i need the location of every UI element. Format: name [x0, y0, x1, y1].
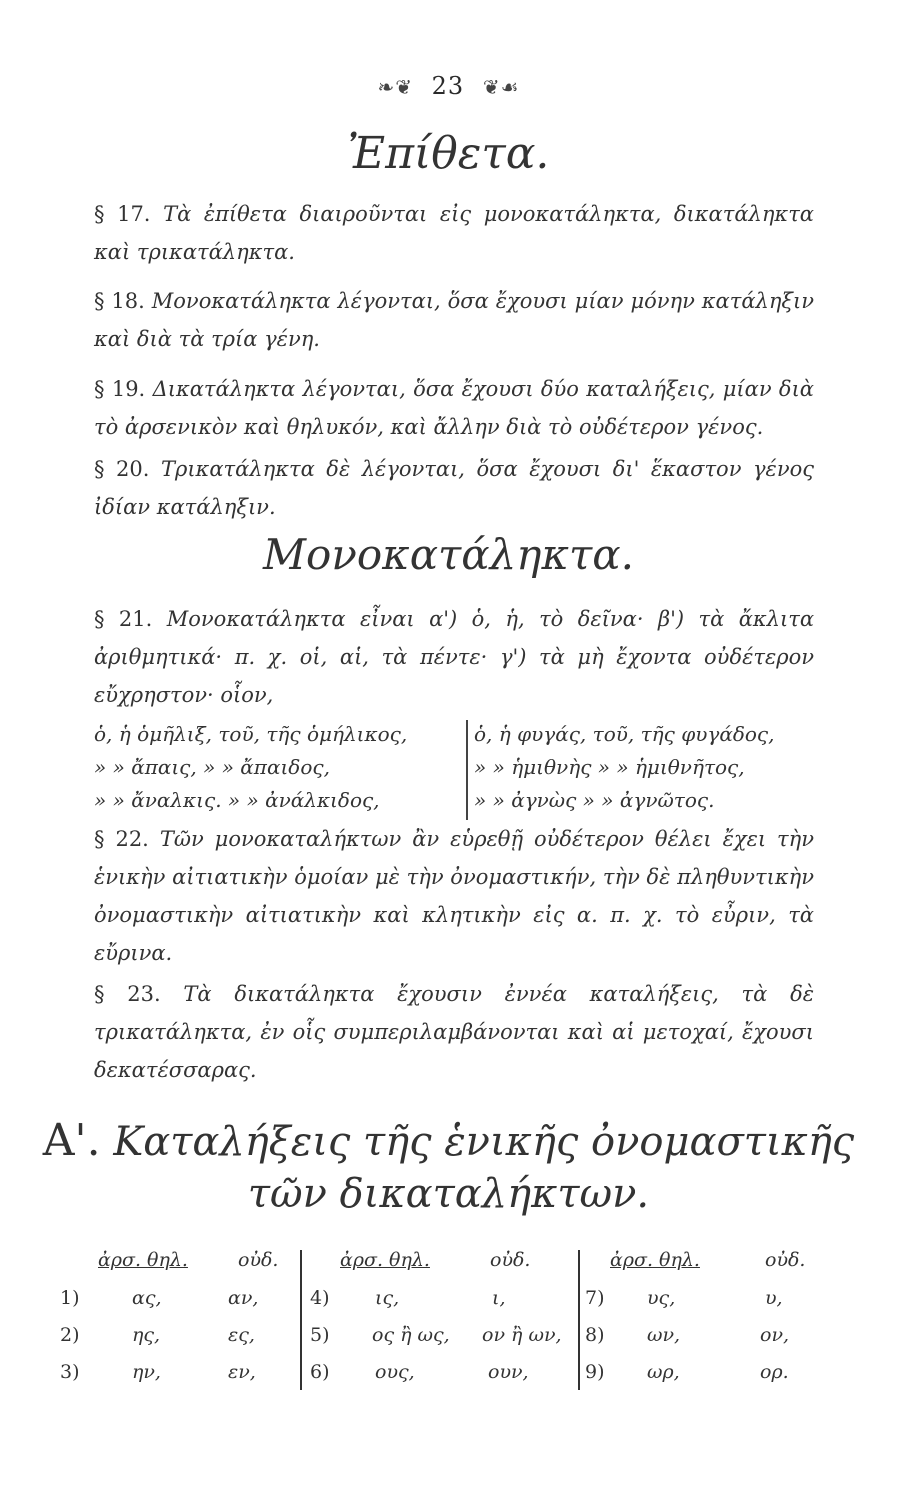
- paragraph-17: [94, 195, 814, 271]
- section-title-endings: [0, 1115, 897, 1220]
- row-number: 4): [310, 1287, 330, 1309]
- section-number: § 23.: [94, 982, 161, 1006]
- endings-row: [310, 1354, 575, 1391]
- endings-group-3: [585, 1240, 840, 1391]
- paragraph-19: [94, 370, 814, 446]
- header-masc-fem: ἀρσ. θηλ.: [340, 1249, 430, 1271]
- ending-mf: ις,: [375, 1287, 400, 1309]
- row-number: 9): [585, 1361, 605, 1383]
- column-divider: [300, 1250, 302, 1390]
- endings-header: [310, 1240, 575, 1280]
- page-number: 23: [431, 72, 465, 100]
- ending-n: αν,: [228, 1287, 259, 1309]
- section-number: § 17.: [94, 202, 151, 226]
- paradigm-row: » » ἡμιθνὴς » » ἡμιθνῆτος,: [474, 755, 745, 779]
- ornament-left-icon: ❧❦: [377, 75, 413, 99]
- section-number: § 18.: [94, 289, 145, 313]
- endings-row: [585, 1280, 840, 1317]
- ending-n: υ,: [765, 1287, 783, 1309]
- paragraph-text: Τρικατάληκτα δὲ λέγονται, ὅσα ἔχουσι δι' ἕκαστον γένος ἰδίαν κατάληξιν.: [94, 457, 814, 519]
- paradigm-column-right: [474, 718, 814, 817]
- paragraph-23: [94, 975, 814, 1089]
- endings-row: [310, 1317, 575, 1354]
- section-title-line-1: [0, 1115, 897, 1168]
- section-title-monocatal: Μονοκατάληκτα.: [263, 530, 634, 579]
- endings-row: [585, 1317, 840, 1354]
- ending-n: εν,: [228, 1361, 256, 1383]
- row-number: 5): [310, 1324, 330, 1346]
- ending-mf: ωρ,: [647, 1361, 680, 1383]
- page-header: [0, 72, 897, 100]
- ending-n: ον ἢ ων,: [482, 1324, 562, 1346]
- header-neuter: οὐδ.: [765, 1249, 806, 1271]
- paragraph-21: [94, 600, 814, 714]
- ending-mf: ην,: [132, 1361, 161, 1383]
- section-number: § 20.: [94, 457, 150, 481]
- section-number: § 21.: [94, 607, 153, 631]
- ending-mf: ων,: [647, 1324, 681, 1346]
- ending-mf: ης,: [132, 1324, 161, 1346]
- paradigm-row: » » ἄπαις, » » ἄπαιδος,: [94, 755, 330, 779]
- ending-mf: υς,: [647, 1287, 676, 1309]
- row-number: 2): [60, 1324, 80, 1346]
- paradigm-row: » » ἀγνὼς » » ἀγνῶτος.: [474, 788, 715, 812]
- section-title-text: Καταλήξεις τῆς ἑνικῆς ὀνομαστικῆς: [113, 1119, 855, 1165]
- row-number: 3): [60, 1361, 80, 1383]
- paradigm-row: » » ἄναλκις. » » ἀνάλκιδος,: [94, 788, 380, 812]
- section-title-adjectives: Ἐπίθετα.: [347, 128, 550, 179]
- ending-n: ι,: [492, 1287, 506, 1309]
- paragraph-18: [94, 282, 814, 358]
- endings-group-1: [60, 1240, 290, 1391]
- section-letter: Α'.: [42, 1115, 101, 1166]
- endings-header: [585, 1240, 840, 1280]
- ending-mf: ους,: [375, 1361, 415, 1383]
- endings-row: [310, 1280, 575, 1317]
- paragraph-text: Δικατάληκτα λέγονται, ὅσα ἔχουσι δύο καταλήξεις, μίαν διὰ τὸ ἀρσενικὸν καὶ θηλυκόν, καὶ ἄλλην διὰ τὸ οὐδέτερον γένος.: [94, 377, 814, 439]
- ornament-right-icon: ❦☙: [482, 75, 520, 99]
- header-masc-fem: ἀρσ. θηλ.: [98, 1249, 188, 1271]
- paradigm-column-left: [94, 718, 464, 817]
- section-number: § 19.: [94, 377, 146, 401]
- paragraph-text: Τὰ ἐπίθετα διαιροῦνται εἰς μονοκατάληκτα, δικατάληκτα καὶ τρικατάληκτα.: [94, 202, 814, 264]
- endings-group-2: [310, 1240, 575, 1391]
- paragraph-text: Μονοκατάληκτα λέγονται, ὅσα ἔχουσι μίαν μόνην κατάληξιν καὶ διὰ τὰ τρία γένη.: [94, 289, 814, 351]
- header-neuter: οὐδ.: [490, 1249, 531, 1271]
- endings-row: [60, 1317, 290, 1354]
- endings-row: [60, 1280, 290, 1317]
- column-divider: [466, 720, 468, 820]
- paragraph-20: [94, 450, 814, 526]
- ending-n: ορ.: [760, 1361, 789, 1383]
- ending-n: ον,: [760, 1324, 790, 1346]
- paragraph-text: Τῶν μονοκαταλήκτων ἂν εὑρεθῇ οὐδέτερον θέλει ἔχει τὴν ἑνικὴν αἰτιατικὴν ὁμοίαν μὲ τὴν ὀνομαστικήν, τὴν δὲ πληθυντικὴν ὀνομαστικὴν αἰτιατικὴν καὶ κλητικὴν εἰς α. π. χ. τὸ εὖριν, τὰ εὔρινα.: [94, 827, 815, 965]
- ending-mf: ας,: [132, 1287, 162, 1309]
- column-divider: [578, 1250, 580, 1390]
- row-number: 7): [585, 1287, 605, 1309]
- row-number: 1): [60, 1287, 80, 1309]
- endings-row: [585, 1354, 840, 1391]
- paradigm-row: ὁ, ἡ φυγάς, τοῦ, τῆς φυγάδος,: [474, 722, 775, 746]
- paradigm-row: ὁ, ἡ ὁμῆλιξ, τοῦ, τῆς ὁμήλικος,: [94, 722, 408, 746]
- header-neuter: οὐδ.: [238, 1249, 279, 1271]
- ending-n: ουν,: [488, 1361, 529, 1383]
- endings-row: [60, 1354, 290, 1391]
- section-number: § 22.: [94, 827, 149, 851]
- ending-n: ες,: [228, 1324, 255, 1346]
- ending-mf: ος ἢ ως,: [372, 1324, 450, 1346]
- section-title-line-2: τῶν δικαταλήκτων.: [247, 1171, 650, 1217]
- row-number: 6): [310, 1361, 330, 1383]
- paragraph-22: [94, 820, 814, 972]
- row-number: 8): [585, 1324, 605, 1346]
- header-masc-fem: ἀρσ. θηλ.: [610, 1249, 700, 1271]
- endings-header: [60, 1240, 290, 1280]
- paragraph-text: Μονοκατάληκτα εἶναι α') ὁ, ἡ, τὸ δεῖνα· β') τὰ ἄκλιτα ἀριθμητικά· π. χ. οἱ, αἱ, τὰ πέντε· γ') τὰ μὴ ἔχοντα οὐδέτερον εὔχρηστον· οἷον,: [94, 607, 814, 707]
- paragraph-text: Τὰ δικατάληκτα ἔχουσιν ἐννέα καταλήξεις, τὰ δὲ τρικατάληκτα, ἐν οἷς συμπεριλαμβάνονται καὶ αἱ μετοχαί, ἔχουσι δεκατέσσαρας.: [94, 982, 814, 1082]
